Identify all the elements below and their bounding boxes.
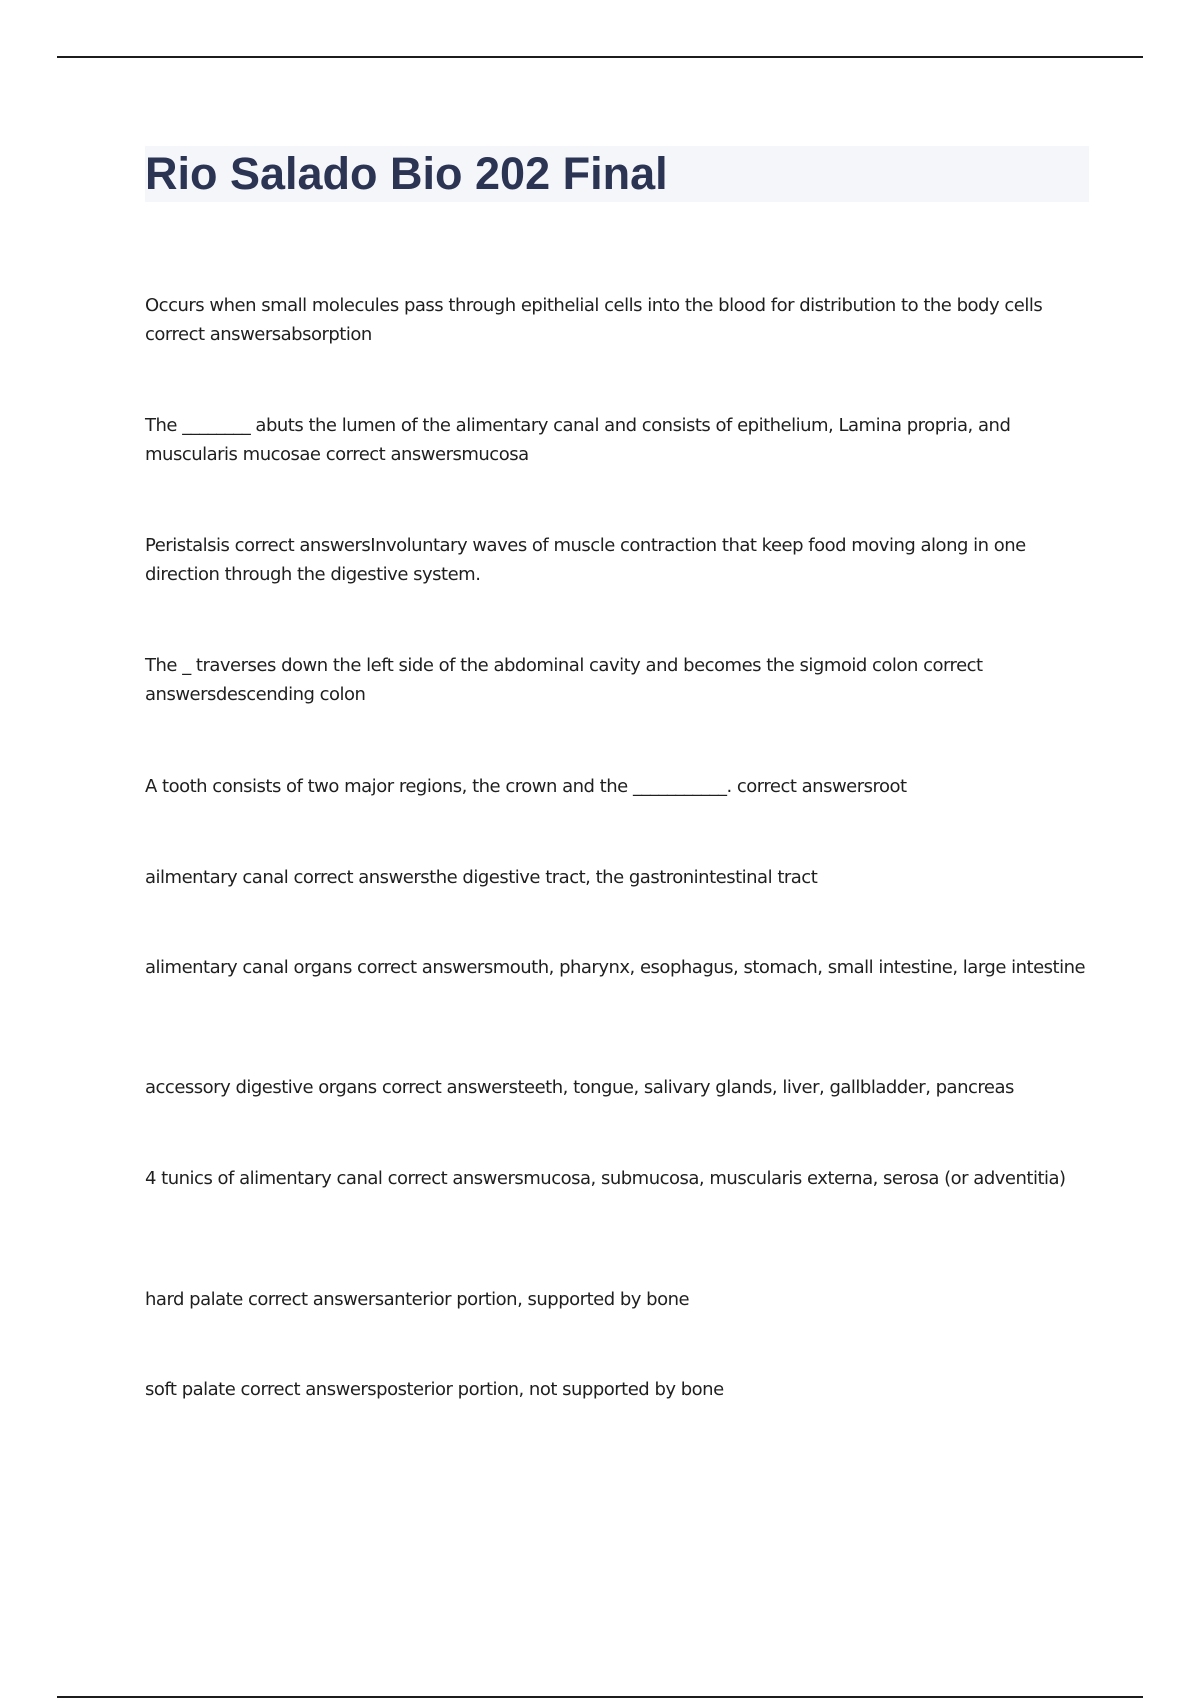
qa-item-8: accessory digestive organs correct answersteeth, tongue, salivary glands, liver, gallbladder, pancreas <box>145 1077 1014 1098</box>
qa-item-2: The ________ abuts the lumen of the alimentary canal and consists of epithelium, Lamina propria, and muscularis mucosae correct answersmucosa <box>145 415 1011 465</box>
qa-item-10: hard palate correct answersanterior portion, supported by bone <box>145 1289 690 1310</box>
qa-item-1: Occurs when small molecules pass through epithelial cells into the blood for distribution to the body cells correct answersabsorption <box>145 295 1043 345</box>
qa-item-11: soft palate correct answersposterior portion, not supported by bone <box>145 1379 724 1400</box>
bottom-rule <box>57 1696 1143 1698</box>
qa-item-6: ailmentary canal correct answersthe digestive tract, the gastronintestinal tract <box>145 867 818 888</box>
top-rule <box>57 56 1143 58</box>
qa-item-9: 4 tunics of alimentary canal correct answersmucosa, submucosa, muscularis externa, serosa (or adventitia) <box>145 1168 1066 1189</box>
page-title: Rio Salado Bio 202 Final <box>145 148 668 199</box>
title-banner <box>145 146 1089 202</box>
qa-item-7: alimentary canal organs correct answersmouth, pharynx, esophagus, stomach, small intestine, large intestine <box>145 957 1086 978</box>
qa-item-5: A tooth consists of two major regions, the crown and the ___________. correct answersroot <box>145 776 907 797</box>
qa-item-4: The _ traverses down the left side of the abdominal cavity and becomes the sigmoid colon correct answersdescending colon <box>145 655 983 705</box>
qa-item-3: Peristalsis correct answersInvoluntary waves of muscle contraction that keep food moving along in one direction through the digestive system. <box>145 535 1026 585</box>
